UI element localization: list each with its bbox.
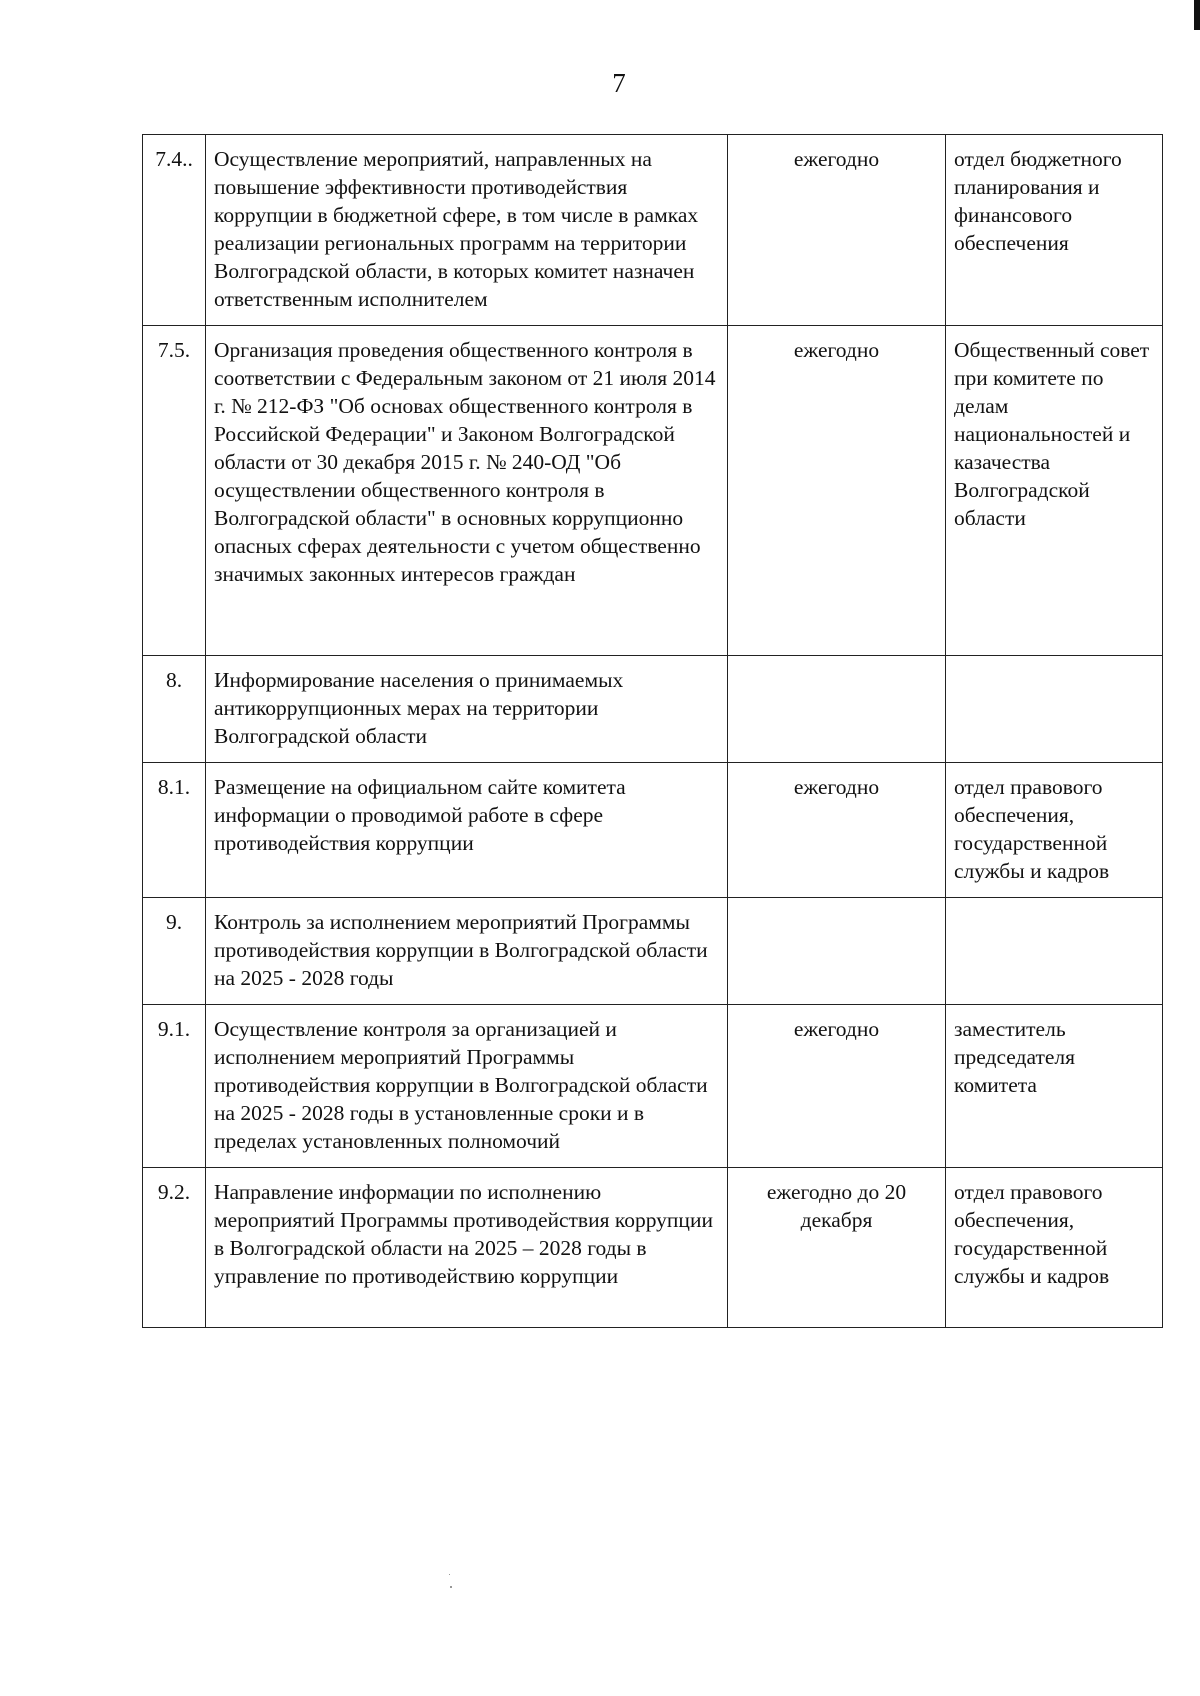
measure-term <box>728 656 946 763</box>
measure-responsible: отдел правового обеспечения, государственной службы и кадров <box>946 1168 1163 1328</box>
scan-edge-mark <box>1194 0 1200 30</box>
measure-term: ежегодно до 20 декабря <box>728 1168 946 1328</box>
scan-speck <box>450 1586 452 1588</box>
measure-responsible: отдел правового обеспечения, государственной службы и кадров <box>946 763 1163 898</box>
row-number: 7.5. <box>143 326 206 656</box>
row-number: 9.2. <box>143 1168 206 1328</box>
table-row <box>143 326 1163 656</box>
table-row <box>143 1168 1163 1328</box>
measure-text: Осуществление контроля за организацией и исполнением мероприятий Программы противодействия коррупции в Волгоградской области на 2025 - 2028 годы в установленные сроки и в пределах установленных полномочий <box>206 1005 728 1168</box>
measure-text: Осуществление мероприятий, направленных на повышение эффективности противодействия коррупции в бюджетной сфере, в том числе в рамках реализации региональных программ на территории Волгоградской области, в которых комитет назначен ответственным исполнителем <box>206 135 728 326</box>
measure-term <box>728 898 946 1005</box>
row-number: 7.4.. <box>143 135 206 326</box>
measure-term: ежегодно <box>728 135 946 326</box>
scan-speck <box>449 1574 450 1575</box>
table-row <box>143 656 1163 763</box>
measure-text: Направление информации по исполнению мероприятий Программы противодействия коррупции в Волгоградской области на 2025 – 2028 годы в управление по противодействию коррупции <box>206 1168 728 1328</box>
page-number: 7 <box>612 68 626 98</box>
measure-text: Организация проведения общественного контроля в соответствии с Федеральным законом от 21 июля 2014 г. № 212-ФЗ "Об основах общественного контроля в Российской Федерации" и Законом Волгоградской области от 30 декабря 2015 г. № 240-ОД "Об осуществлении общественного контроля в Волгоградской области" в основных коррупционно опасных сферах деятельности с учетом общественно значимых законных интересов граждан <box>206 326 728 656</box>
table-row <box>143 898 1163 1005</box>
measures-table <box>142 134 1163 1328</box>
measure-term: ежегодно <box>728 326 946 656</box>
measure-text: Информирование населения о принимаемых антикоррупционных мерах на территории Волгоградской области <box>206 656 728 763</box>
measure-responsible: заместитель председателя комитета <box>946 1005 1163 1168</box>
row-number: 8. <box>143 656 206 763</box>
measure-text: Контроль за исполнением мероприятий Программы противодействия коррупции в Волгоградской области на 2025 - 2028 годы <box>206 898 728 1005</box>
measure-text: Размещение на официальном сайте комитета информации о проводимой работе в сфере противодействия коррупции <box>206 763 728 898</box>
measure-term: ежегодно <box>728 1005 946 1168</box>
measure-term: ежегодно <box>728 763 946 898</box>
table-row <box>143 1005 1163 1168</box>
table-row <box>143 763 1163 898</box>
row-number: 9. <box>143 898 206 1005</box>
measure-responsible: отдел бюджетного планирования и финансового обеспечения <box>946 135 1163 326</box>
row-number: 9.1. <box>143 1005 206 1168</box>
table-row <box>143 135 1163 326</box>
measure-responsible: Общественный совет при комитете по делам национальностей и казачества Волгоградской области <box>946 326 1163 656</box>
measure-responsible <box>946 898 1163 1005</box>
row-number: 8.1. <box>143 763 206 898</box>
measure-responsible <box>946 656 1163 763</box>
